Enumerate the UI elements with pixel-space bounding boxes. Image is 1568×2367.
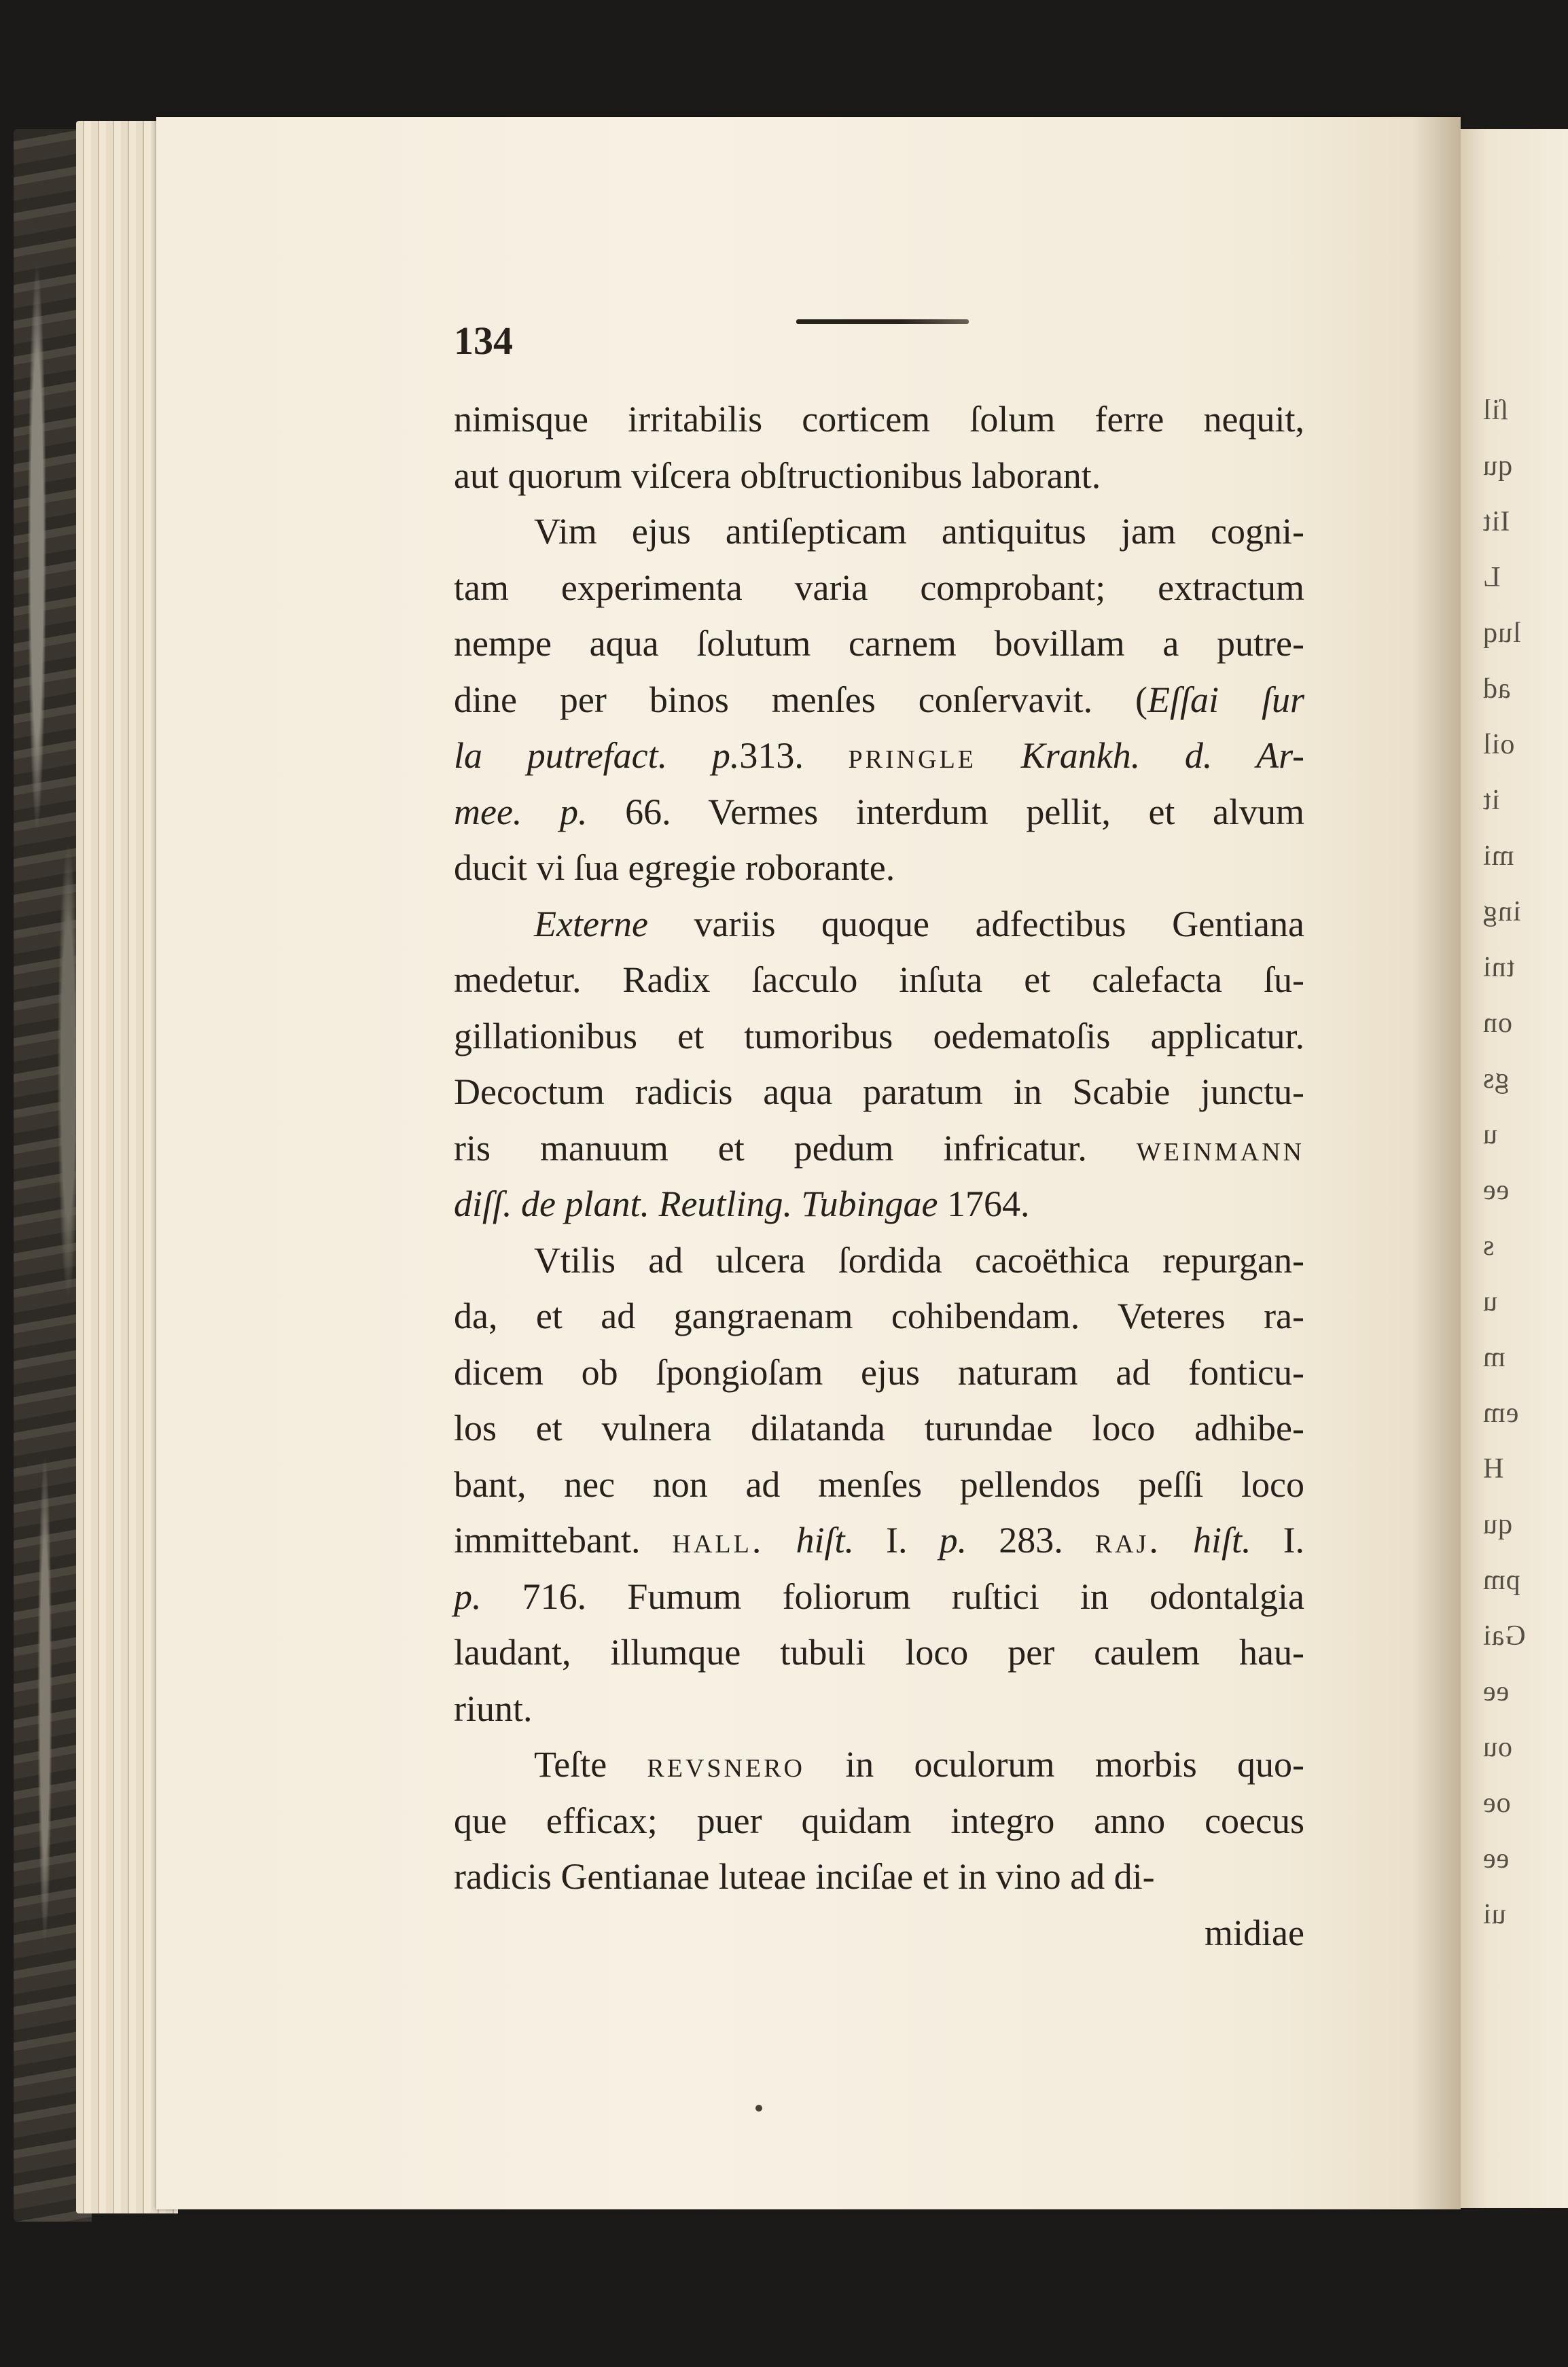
text-line — [454, 513, 1304, 550]
text-segment: Vtilis ad ulcera ſordida cacoëthica repurgan- — [534, 1239, 1304, 1281]
author-name: raj. — [1094, 1520, 1161, 1561]
author-name: hall. — [672, 1520, 764, 1561]
text-line — [454, 625, 1304, 662]
text-line — [454, 1298, 1304, 1334]
text-segment: 66. Vermes interdum pellit, et alvum — [587, 791, 1305, 832]
facing-text-fragment: oil — [1482, 729, 1515, 760]
text-line — [454, 1690, 1304, 1727]
text-line — [454, 849, 1304, 886]
text-line — [454, 1634, 1304, 1671]
text-segment — [976, 735, 1021, 776]
facing-text-fragment: u — [1482, 1119, 1497, 1150]
facing-text-fragment: it — [1482, 785, 1500, 816]
facing-text-fragment: qu — [1482, 450, 1512, 482]
facing-text-fragment: Gai — [1482, 1620, 1526, 1652]
italic-text: hiſt. — [796, 1520, 854, 1561]
italic-text: Eſſai ſur — [1147, 679, 1304, 720]
facing-text-fragment: L — [1482, 562, 1501, 593]
text-segment: ducit vi ſua egregie roborante. — [454, 847, 895, 888]
text-line — [454, 1746, 1304, 1783]
text-segment: aut quorum viſcera obſtructionibus laborant. — [454, 455, 1101, 496]
facing-text-fragment: ing — [1482, 896, 1521, 927]
text-line — [454, 791, 1305, 832]
italic-text: la putrefact. p. — [454, 735, 740, 776]
italic-text: hiſt. — [1192, 1520, 1251, 1561]
facing-text-fragment: u — [1482, 1286, 1497, 1317]
text-segment: 716. Fumum foliorum ruſtici in odontalgia — [481, 1576, 1304, 1617]
text-segment: los et vulnera dilatanda turundae loco adhibe- — [454, 1408, 1304, 1448]
text-segment: radicis Gentianae luteae inciſae et in vino ad di- — [454, 1856, 1155, 1897]
facing-text-fragment: ee — [1482, 1175, 1510, 1206]
text-line — [454, 1239, 1304, 1281]
text-segment: tam experimenta varia comprobant; extractum — [454, 567, 1304, 608]
text-segment — [1161, 1520, 1193, 1561]
facing-text-fragment: s — [1482, 1230, 1495, 1262]
text-segment: immittebant. — [454, 1520, 673, 1561]
text-line — [454, 1522, 1304, 1559]
facing-text-fragment: oe — [1482, 1787, 1511, 1819]
italic-text: Krankh. d. Ar- — [1020, 735, 1305, 776]
text-segment: 313. — [739, 735, 849, 776]
text-segment: Teſte — [534, 1744, 647, 1785]
facing-text-fragment: H — [1482, 1453, 1504, 1484]
text-segment: ris manuum et pedum infricatur. — [454, 1127, 1137, 1169]
text-segment: gillationibus et tumoribus oedematoſis applicatur. — [454, 1015, 1304, 1056]
text-line — [454, 1858, 1304, 1895]
header-rule — [796, 319, 969, 324]
text-segment: Vim ejus antiſepticam antiquitus jam cogni- — [534, 511, 1304, 552]
text-line — [454, 1015, 1304, 1056]
text-line — [454, 1463, 1304, 1505]
facing-text-fragment: ee — [1482, 1843, 1510, 1874]
text-segment: Decoctum radicis aqua paratum in Scabie junctu- — [454, 1071, 1304, 1112]
text-line — [454, 457, 1304, 494]
text-line — [454, 1578, 1304, 1615]
ink-spot — [755, 2105, 762, 2112]
catchword: midiae — [1205, 1912, 1304, 1953]
text-line — [454, 1410, 1304, 1446]
text-segment: variis quoque adfectibus Gentiana — [647, 903, 1304, 944]
text-segment: bant, nec non ad menſes pellendos peſſi loco — [454, 1463, 1304, 1505]
italic-text: Externe — [534, 903, 648, 944]
facing-text-fragment: m — [1482, 1342, 1505, 1373]
facing-text-fragment: em — [1482, 1398, 1519, 1429]
facing-text-fragment: luq — [1482, 618, 1521, 649]
text-line — [454, 1073, 1304, 1110]
facing-text-fragment: ee — [1482, 1676, 1510, 1707]
facing-text-fragment: ſil — [1482, 395, 1509, 426]
italic-text: diſſ. de plant. Reutling. Tubingae — [454, 1184, 938, 1224]
text-line — [454, 737, 1304, 774]
author-name: revsnero — [647, 1744, 805, 1785]
facing-text-fragment: pm — [1482, 1565, 1520, 1596]
text-segment — [764, 1520, 796, 1561]
facing-text-fragment: mi — [1482, 840, 1514, 872]
italic-text: mee. p. — [454, 791, 588, 832]
text-segment: dine per binos menſes conſervavit. ( — [454, 679, 1148, 720]
facing-text-fragment: on — [1482, 1008, 1512, 1039]
text-line — [454, 681, 1304, 718]
text-line — [454, 1351, 1304, 1393]
text-segment: I. — [1251, 1520, 1305, 1561]
text-line — [454, 903, 1304, 944]
facing-text-fragment: tni — [1482, 952, 1515, 983]
text-segment: dicem ob ſpongioſam ejus naturam ad fonticu- — [454, 1351, 1304, 1393]
italic-text: p. — [454, 1576, 482, 1617]
text-segment: medetur. Radix ſacculo inſuta et calefacta ſu- — [454, 959, 1304, 1000]
text-line — [454, 1186, 1304, 1222]
text-line — [454, 401, 1304, 438]
facing-text-fragment: ad — [1482, 673, 1511, 705]
text-segment: nimisque irritabilis corticem ſolum ferre nequit, — [454, 399, 1304, 440]
italic-text: p. — [939, 1520, 967, 1561]
facing-text-fragment: Iit — [1482, 506, 1510, 537]
author-name: weinmann — [1136, 1127, 1304, 1169]
text-segment: nempe aqua ſolutum carnem bovillam a putre- — [454, 623, 1304, 664]
page-number: 134 — [454, 319, 513, 363]
text-line — [454, 1802, 1304, 1839]
facing-text-fragment: ui — [1482, 1899, 1506, 1930]
text-line — [454, 961, 1304, 998]
text-segment: da, et ad gangraenam cohibendam. Veteres ra- — [454, 1296, 1304, 1336]
facing-text-fragment: gs — [1482, 1063, 1510, 1094]
facing-text-fragment: qu — [1482, 1509, 1512, 1540]
text-segment: 283. — [967, 1520, 1095, 1561]
text-segment: in oculorum morbis quo- — [805, 1744, 1304, 1785]
text-segment: laudant, illumque tubuli loco per caulem hau- — [454, 1632, 1304, 1673]
text-segment: riunt. — [454, 1688, 533, 1729]
text-line — [454, 569, 1304, 606]
text-segment: 1764. — [938, 1184, 1030, 1224]
author-name: pringle — [848, 735, 976, 776]
text-line — [454, 1127, 1304, 1169]
text-segment: I. — [853, 1520, 940, 1561]
text-segment: que efficax; puer quidam integro anno coecus — [454, 1800, 1304, 1841]
facing-text-fragment: ou — [1482, 1732, 1512, 1763]
